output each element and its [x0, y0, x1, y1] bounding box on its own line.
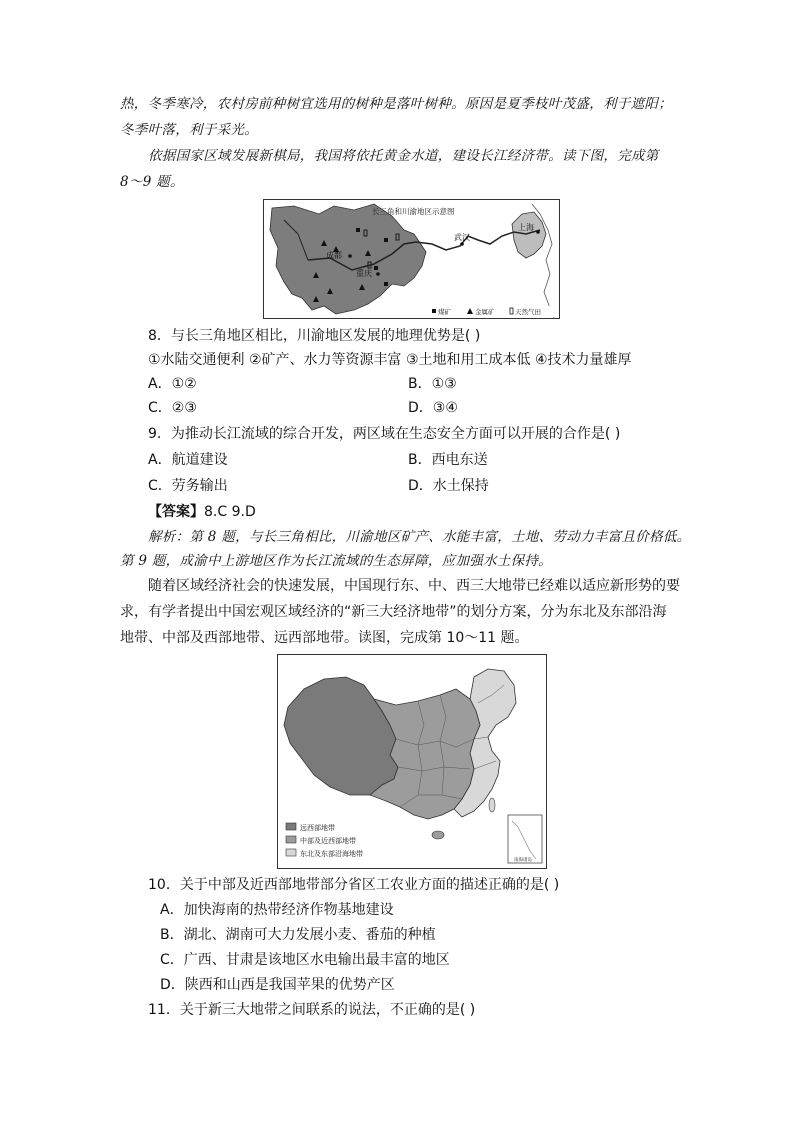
- q10-option-c: C．广西、甘肃是该地区水电输出最丰富的地区: [160, 952, 450, 968]
- answer-line: [148, 502, 256, 522]
- city-wuhan: 武汉: [454, 233, 470, 242]
- q9-option-d: D．水土保持: [408, 478, 489, 494]
- q10-option-b: B．湖北、湖南可大力发展小麦、番茄的种植: [160, 927, 436, 943]
- legend-east: 东北及东部沿海地带: [300, 850, 363, 858]
- para2-line-2: 求，有学者提出中国宏观区域经济的“新三大经济地带”的划分方案，分为东北及东部沿海: [120, 604, 667, 620]
- q8-option-d: D．③④: [408, 400, 458, 416]
- explain-line-2: 第 9 题，成渝中上游地区作为长江流域的生态屏障，应加强水土保持。: [120, 553, 553, 569]
- city-shanghai: 上海: [518, 223, 534, 232]
- intro-line-2: 冬季叶落，利于采光。: [120, 122, 258, 138]
- q8-option-c: C．②③: [148, 400, 197, 416]
- q9-option-a: A．航道建设: [148, 452, 228, 468]
- q8-items: ①水陆交通便利 ②矿产、水力等资源丰富 ③土地和用工成本低 ④技术力量雄厚: [148, 352, 632, 368]
- hainan-island: [432, 831, 444, 839]
- fig1-title: 长三角和川渝地区示意图: [372, 207, 455, 216]
- q8-stem: 8．与长三角地区相比，川渝地区发展的地理优势是( ): [148, 328, 481, 344]
- sichuan-chongqing-region: [270, 204, 426, 314]
- q10-option-a: A．加快海南的热带经济作物基地建设: [160, 902, 394, 918]
- q11-stem: 11．关于新三大地带之间联系的说法，不正确的是( ): [148, 1002, 476, 1018]
- yangtze-map-figure: [263, 199, 560, 319]
- city-chengdu: 成都: [326, 251, 342, 260]
- q10-stem: 10．关于中部及近西部地带部分省区工农业方面的描述正确的是( ): [148, 877, 560, 893]
- taiwan-island: [489, 798, 495, 812]
- china-zones-map-figure: [277, 654, 547, 869]
- city-chongqing: 重庆: [356, 269, 372, 278]
- q8-option-a: A．①②: [148, 376, 197, 392]
- q9-stem: 9．为推动长江流域的综合开发，两区域在生态安全方面可以开展的合作是( ): [148, 426, 621, 442]
- explain-line-1: 解析：第 8 题，与长三角相比，川渝地区矿产、水能丰富，土地、劳动力丰富且价格低。: [148, 529, 691, 545]
- legend-metal: 金属矿: [475, 308, 495, 316]
- intro-line-4: 8～9 题。: [120, 174, 184, 190]
- q8-option-b: B．①③: [408, 376, 457, 392]
- answer-text: 8.C 9.D: [204, 504, 256, 520]
- far-west-zone: [284, 677, 398, 795]
- legend-gas: 天然气田: [515, 308, 541, 316]
- intro-line-3: 依据国家区域发展新棋局，我国将依托黄金水道，建设长江经济带。读下图，完成第: [148, 148, 659, 164]
- legend-mid-west: 中部及近西部地带: [300, 837, 356, 845]
- legend-coal: 煤矿: [438, 308, 451, 316]
- yangtze-delta-region: [512, 212, 546, 258]
- para2-line-1: 随着区域经济社会的快速发展，中国现行东、中、西三大地带已经难以适应新形势的要: [148, 578, 680, 594]
- q9-option-c: C．劳务输出: [148, 478, 228, 494]
- answer-label: 【答案】: [148, 504, 204, 520]
- inset-label: 南海诸岛: [514, 858, 532, 863]
- intro-line-1: 热，冬季寒冷，农村房前种树宜选用的树种是落叶树种。原因是夏季枝叶茂盛，利于遮阳；: [120, 96, 672, 112]
- legend-far-west: 远西部地带: [300, 824, 335, 832]
- q10-option-d: D．陕西和山西是我国苹果的优势产区: [160, 977, 395, 993]
- q9-option-b: B．西电东送: [408, 452, 488, 468]
- para2-line-3: 地带、中部及西部地带、远西部地带。读图，完成第 10～11 题。: [120, 630, 529, 646]
